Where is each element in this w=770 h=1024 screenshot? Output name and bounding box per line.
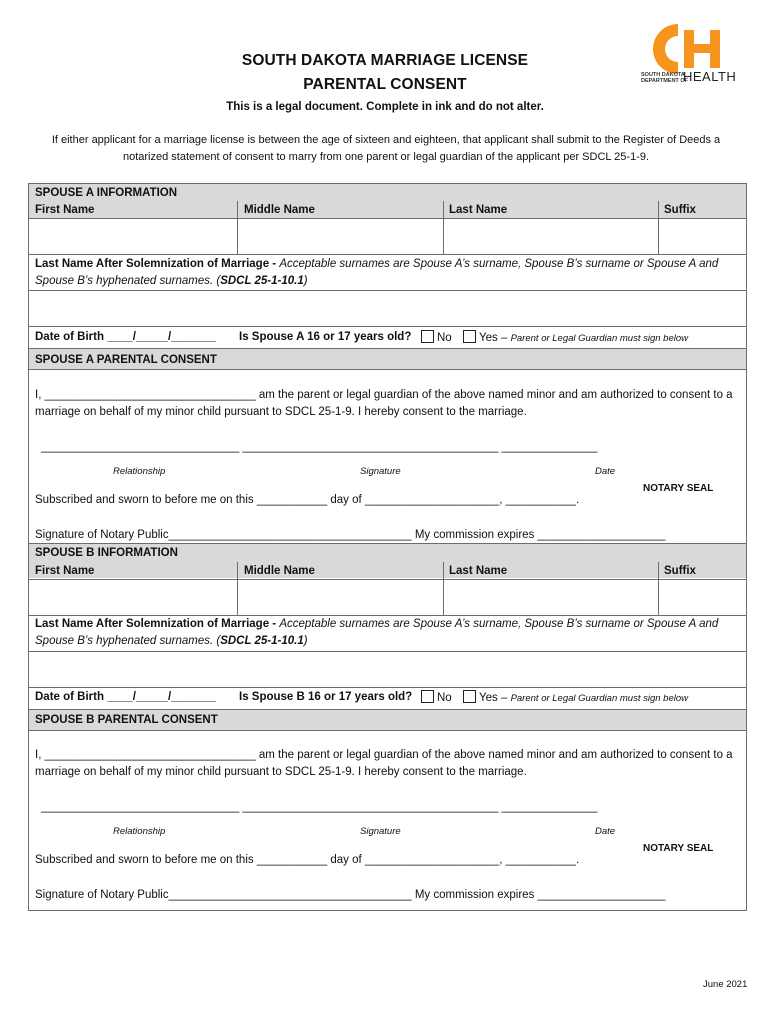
consent-a-sworn-line[interactable]: Subscribed and sworn to before me on this ___________ day of _____________________, ___________. (35, 494, 580, 506)
consent-b-signature-label: Signature (360, 826, 401, 837)
spouse-b-first-name-label: First Name (35, 565, 95, 577)
consent-b-relationship-label: Relationship (113, 826, 166, 837)
spouse-a-yes-option[interactable]: Yes – Parent or Legal Guardian must sign below (463, 330, 688, 346)
consent-b-notary-signature[interactable]: Signature of Notary Public______________________________________ My commission expires ____________________ (35, 889, 666, 901)
consent-form (28, 183, 747, 911)
spouse-b-section-title: SPOUSE B INFORMATION (35, 547, 178, 559)
spouse-a-middle-name-label: Middle Name (244, 204, 315, 216)
spouse-b-dob-field[interactable]: Date of Birth ____/_____/_______ (35, 691, 216, 703)
spouse-b-suffix-label: Suffix (664, 565, 696, 577)
spouse-b-last-name-field[interactable] (444, 580, 658, 615)
spouse-a-last-name-label: Last Name (449, 204, 508, 216)
spouse-b-age-question: Is Spouse B 16 or 17 years old? (239, 691, 413, 703)
spouse-a-suffix-label: Suffix (664, 204, 696, 216)
spouse-a-no-option[interactable]: No (421, 330, 452, 345)
spouse-a-solemn-label: Last Name After Solemnization of Marriage - Acceptable surnames are Spouse A’s surname, Spouse B’s surname or Spouse A and Spouse B’s hyphenated surnames. (SDCL 25-1-10.1) (35, 258, 719, 287)
spouse-a-last-name-field[interactable] (444, 219, 658, 254)
spouse-b-no-option[interactable]: No (421, 690, 452, 705)
consent-b-date-label: Date (595, 826, 616, 837)
consent-b-notary-seal: NOTARY SEAL (643, 843, 714, 854)
spouse-b-suffix-field[interactable] (659, 580, 746, 615)
logo-org-name: SOUTH DAKOTA DEPARTMENT OF (641, 72, 688, 84)
spouse-b-middle-name-field[interactable] (238, 580, 443, 615)
spouse-b-middle-name-label: Middle Name (244, 565, 315, 577)
spouse-a-first-name-field[interactable] (29, 219, 237, 254)
consent-a-signature-lines[interactable]: _______________________________ ________________________________________ _______________ (41, 441, 598, 453)
legal-notice: This is a legal document. Complete in ink and do not alter. (226, 101, 544, 113)
logo-word: HEALTH (683, 69, 737, 84)
page-title: SOUTH DAKOTA MARRIAGE LICENSE (241, 52, 529, 69)
checkbox-icon[interactable] (421, 330, 434, 343)
intro-text: If either applicant for a marriage license is between the age of sixteen and eighteen, that applicant shall submit to the Register of Deeds a notarized statement of consent to marry from one parent or legal guardian of the applicant per SDCL 25-1-9. (51, 134, 721, 163)
spouse-a-age-question: Is Spouse A 16 or 17 years old? (239, 331, 412, 343)
checkbox-icon[interactable] (421, 690, 434, 703)
consent-a-notary-signature[interactable]: Signature of Notary Public______________________________________ My commission expires ____________________ (35, 529, 666, 541)
spouse-a-suffix-field[interactable] (659, 219, 746, 254)
consent-a-date-label: Date (595, 466, 616, 477)
consent-b-signature-lines[interactable]: _______________________________ ________________________________________ _______________ (41, 801, 598, 813)
consent-b-sworn-line[interactable]: Subscribed and sworn to before me on this ___________ day of _____________________, ___________. (35, 854, 580, 866)
consent-b-statement[interactable]: I, _________________________________ am the parent or legal guardian of the above named minor and am authorized to consent to a marriage on behalf of my minor child pursuant to SDCL 25-1-9. I hereby consent to the marriage. (35, 749, 733, 778)
consent-a-relationship-label: Relationship (113, 466, 166, 477)
page-subtitle: PARENTAL CONSENT (303, 76, 467, 93)
checkbox-icon[interactable] (463, 690, 476, 703)
checkbox-icon[interactable] (463, 330, 476, 343)
consent-a-statement[interactable]: I, _________________________________ am the parent or legal guardian of the above named minor and am authorized to consent to a marriage on behalf of my minor child pursuant to SDCL 25-1-9. I hereby consent to the marriage. (35, 389, 733, 418)
revision-date: June 2021 (703, 979, 748, 990)
spouse-b-solemn-label: Last Name After Solemnization of Marriage - Acceptable surnames are Spouse A’s surname, Spouse B’s surname or Spouse A and Spouse B’s hyphenated surnames. (SDCL 25-1-10.1) (35, 618, 719, 647)
consent-a-section-title: SPOUSE A PARENTAL CONSENT (35, 354, 217, 366)
spouse-b-solemn-name-field[interactable] (29, 652, 746, 687)
consent-a-notary-seal: NOTARY SEAL (643, 483, 714, 494)
spouse-b-last-name-label: Last Name (449, 565, 508, 577)
spouse-b-yes-option[interactable]: Yes – Parent or Legal Guardian must sign below (463, 690, 688, 706)
spouse-b-first-name-field[interactable] (29, 580, 237, 615)
spouse-a-solemn-name-field[interactable] (29, 291, 746, 326)
spouse-a-section-title: SPOUSE A INFORMATION (35, 187, 178, 199)
spouse-a-first-name-label: First Name (35, 204, 95, 216)
consent-a-signature-label: Signature (360, 466, 401, 477)
spouse-a-middle-name-field[interactable] (238, 219, 443, 254)
consent-b-section-title: SPOUSE B PARENTAL CONSENT (35, 714, 218, 726)
spouse-a-dob-field[interactable]: Date of Birth ____/_____/_______ (35, 331, 216, 343)
